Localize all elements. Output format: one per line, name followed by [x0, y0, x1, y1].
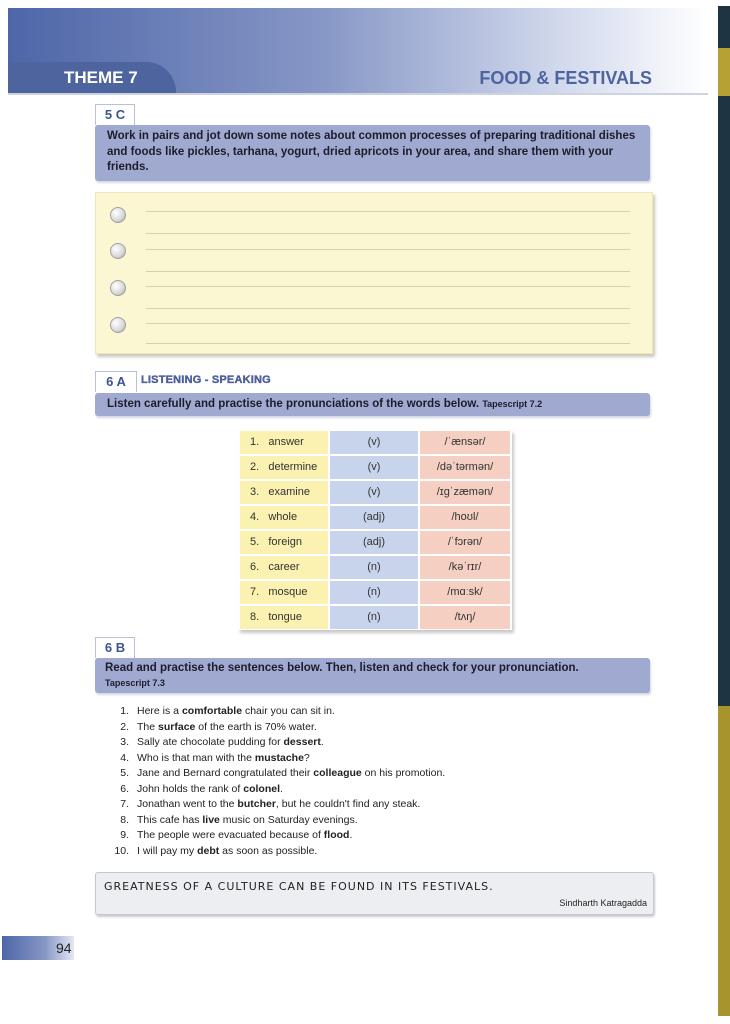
list-item: 10. I will pay my debt as soon as possible.: [114, 844, 318, 857]
list-item: 6. John holds the rank of colonel.: [120, 782, 283, 795]
note-rule: [146, 286, 630, 287]
theme-label: THEME 7: [8, 62, 176, 94]
note-rule: [146, 308, 630, 309]
instruction-6b: [95, 658, 650, 693]
section-label-6b: 6 B: [95, 637, 135, 658]
list-item: 9. The people were evacuated because of flood.: [120, 829, 353, 841]
note-rule: [146, 211, 630, 212]
ipa-cell: /kəˈrɪr/: [420, 556, 510, 579]
section-label-5c: 5 C: [95, 104, 135, 125]
pos-cell: (adj): [330, 531, 418, 554]
bullet-icon: [110, 317, 126, 333]
note-rule: [146, 343, 630, 344]
note-rule: [146, 249, 630, 250]
bullet-icon: [110, 243, 126, 259]
header-divider: [8, 93, 708, 95]
pos-cell: (n): [330, 556, 418, 579]
pronunciation-table: [238, 430, 512, 630]
list-item: 2. The surface of the earth is 70% water.: [120, 720, 317, 733]
pos-cell: (v): [330, 456, 418, 479]
skill-subtitle: LISTENING - SPEAKING: [141, 374, 271, 386]
pos-cell: (n): [330, 606, 418, 629]
note-rule: [146, 233, 630, 234]
bullet-icon: [110, 207, 126, 223]
word-cell: 5. foreign: [240, 531, 328, 554]
list-item: 5. Jane and Bernard congratulated their colleague on his promotion.: [120, 767, 446, 779]
table-row: [238, 481, 512, 504]
note-rule: [146, 323, 630, 324]
instruction-text: Listen carefully and practise the pronunciations of the words below.: [107, 398, 480, 410]
quote-box: [95, 872, 654, 915]
pos-cell: (n): [330, 581, 418, 604]
word-cell: 4. whole: [240, 506, 328, 529]
ipa-cell: /tʌŋ/: [420, 606, 510, 629]
instruction-6a: [95, 393, 650, 416]
instruction-5c: Work in pairs and jot down some notes about common processes of preparing traditional dishes and foods like pickles, tarhana, yogurt, dried apricots in your area, and share them with your friends.: [95, 125, 650, 181]
note-rule: [146, 271, 630, 272]
side-strip-accent: [718, 706, 730, 1016]
quote-author: Sindharth Katragadda: [559, 898, 647, 908]
list-item: 1. Here is a comfortable chair you can sit in.: [120, 705, 335, 717]
side-edge-strip: [718, 6, 730, 1016]
note-line[interactable]: [110, 317, 630, 333]
notes-box: [95, 192, 653, 354]
ipa-cell: /ɪgˈzæmən/: [420, 481, 510, 504]
table-row: [238, 456, 512, 479]
word-cell: 3. examine: [240, 481, 328, 504]
pos-cell: (v): [330, 481, 418, 504]
note-line[interactable]: [110, 207, 630, 223]
pos-cell: (adj): [330, 506, 418, 529]
instruction-text: Read and practise the sentences below. Then, listen and check for your pronunciation.: [105, 662, 579, 674]
list-item: 7. Jonathan went to the butcher, but he couldn't find any steak.: [120, 798, 421, 810]
list-item: 4. Who is that man with the mustache?: [120, 751, 310, 764]
pos-cell: (v): [330, 431, 418, 454]
page-number: 94: [56, 940, 72, 956]
list-item: 8. This cafe has live music on Saturday evenings.: [120, 813, 358, 826]
sentence-list: [108, 704, 445, 859]
word-cell: 2. determine: [240, 456, 328, 479]
bullet-icon: [110, 280, 126, 296]
table-row: [238, 606, 512, 629]
table-row: [238, 581, 512, 604]
ipa-cell: /hoʊl/: [420, 506, 510, 529]
ipa-cell: /ˈænsər/: [420, 431, 510, 454]
tapescript-ref: Tapescript 7.3: [105, 678, 165, 688]
tapescript-ref: Tapescript 7.2: [482, 399, 543, 409]
word-cell: 1. answer: [240, 431, 328, 454]
unit-title: FOOD & FESTIVALS: [479, 68, 652, 88]
ipa-cell: /mɑːsk/: [420, 581, 510, 604]
quote-text: GREATNESS OF A CULTURE CAN BE FOUND IN ITS FESTIVALS.: [104, 880, 494, 893]
note-line[interactable]: [110, 280, 630, 296]
ipa-cell: /dəˈtərmən/: [420, 456, 510, 479]
note-line[interactable]: [110, 243, 630, 259]
word-cell: 8. tongue: [240, 606, 328, 629]
list-item: 3. Sally ate chocolate pudding for dessert.: [120, 736, 324, 748]
side-strip-accent: [718, 48, 730, 96]
word-cell: 6. career: [240, 556, 328, 579]
table-row: [238, 431, 512, 454]
ipa-cell: /ˈfɔrən/: [420, 531, 510, 554]
table-row: [238, 556, 512, 579]
word-cell: 7. mosque: [240, 581, 328, 604]
table-row: [238, 506, 512, 529]
table-row: [238, 531, 512, 554]
section-label-6a: 6 A: [95, 371, 137, 392]
